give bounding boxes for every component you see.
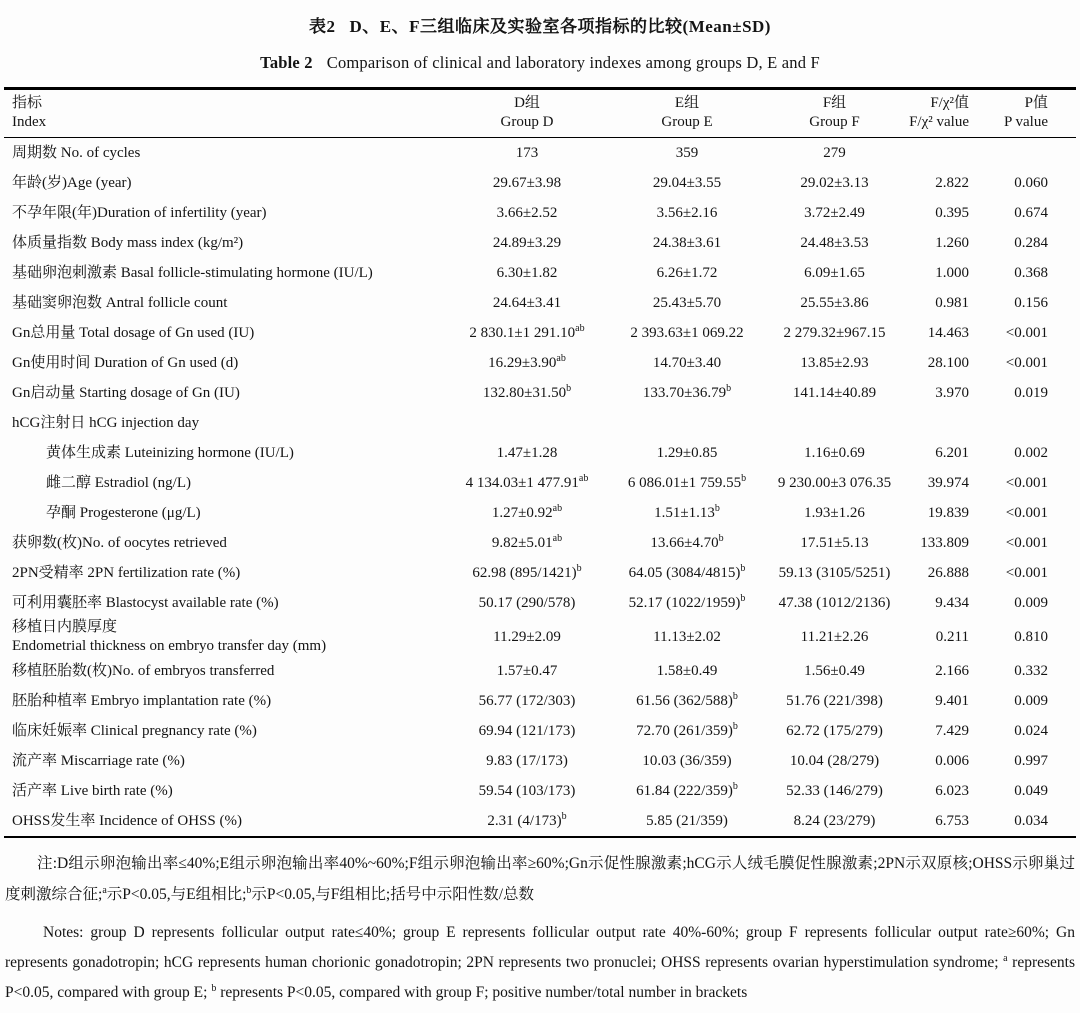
- table-title-zh: [0, 0, 1080, 37]
- cell-group-d: 1.57±0.47: [496, 662, 558, 679]
- cell-group-d: 16.29±3.90$^{ab}$: [488, 352, 566, 371]
- row-label: [4, 746, 442, 776]
- row-label: [4, 558, 442, 588]
- cell-group-f: 8.24 (23/279): [793, 812, 876, 829]
- table-title-zh-text: D、E、F三组临床及实验室各项指标的比较(Mean±SD): [349, 17, 771, 36]
- row-label-line1: OHSS发生率 Incidence of OHSS (%): [12, 812, 242, 829]
- cell-statistic: 26.888: [927, 564, 969, 581]
- row-label-line1: Gn使用时间 Duration of Gn used (d): [12, 354, 239, 371]
- row-label-line1: 流产率 Miscarriage rate (%): [12, 752, 185, 769]
- row-label: [4, 806, 442, 837]
- cell-p-value: [971, 408, 1076, 438]
- cell-group-f: 25.55±3.86: [800, 294, 869, 311]
- cell-p-value: 0.009: [1014, 594, 1048, 611]
- cell-statistic: 133.809: [920, 534, 969, 551]
- table-row: [4, 498, 1076, 528]
- cell-group-e: 2 393.63±1 069.22: [630, 324, 744, 341]
- table-row: [4, 468, 1076, 498]
- cell-group-d: [442, 408, 612, 438]
- table-row: [4, 288, 1076, 318]
- header-index: [4, 89, 442, 138]
- cell-p-value: 0.810: [1014, 628, 1048, 645]
- row-label: [4, 656, 442, 686]
- cell-group-e: [612, 408, 762, 438]
- cell-p-value: 0.674: [1014, 204, 1048, 221]
- cell-p-value: <0.001: [1005, 324, 1048, 341]
- cell-group-e: 13.66±4.70$^b$: [650, 532, 724, 551]
- table-row: [4, 228, 1076, 258]
- cell-group-d: 2.31 $(4/173)^b$: [487, 810, 567, 829]
- cell-group-f: 9 230.00±3 076.35: [777, 474, 892, 491]
- row-label-line1: 2PN受精率 2PN fertilization rate (%): [12, 564, 241, 581]
- cell-group-d: 24.89±3.29: [492, 234, 562, 251]
- cell-group-f: 24.48±3.53: [800, 234, 869, 251]
- row-label-line1: 基础卵泡刺激素 Basal follicle-stimulating hormone (IU/L): [12, 264, 373, 281]
- row-label: [4, 588, 442, 618]
- row-label-line1: Gn启动量 Starting dosage of Gn (IU): [12, 384, 240, 401]
- cell-group-d: 62.98 $(895/1421)^b$: [472, 562, 582, 581]
- row-label: [4, 618, 442, 656]
- cell-p-value: <0.001: [1005, 354, 1048, 371]
- cell-p-value: 0.002: [1014, 444, 1048, 461]
- table-header: [4, 89, 1076, 138]
- cell-p-value: 0.049: [1014, 782, 1048, 799]
- row-label: [4, 776, 442, 806]
- cell-group-d: 11.29±2.09: [493, 628, 561, 645]
- cell-group-e: 6 086.01±1 759.55$^b$: [627, 472, 747, 491]
- row-label: [4, 408, 442, 438]
- comparison-table: [4, 87, 1076, 838]
- cell-p-value: 0.019: [1014, 384, 1048, 401]
- cell-statistic: 2.822: [935, 174, 969, 191]
- cell-group-d: 6.30±1.82: [496, 264, 558, 281]
- row-label-line1: 可利用囊胚率 Blastocyst available rate (%): [12, 594, 279, 611]
- cell-p-value: 0.284: [1014, 234, 1048, 251]
- cell-group-d: 1.27±0.92$^{ab}$: [491, 502, 563, 521]
- row-label-line1: 孕酮 Progesterone (μg/L): [46, 504, 201, 521]
- row-label-line1: 临床妊娠率 Clinical pregnancy rate (%): [12, 722, 257, 739]
- cell-statistic: 0.006: [935, 752, 969, 769]
- header-group-e-en: Group E: [661, 114, 713, 130]
- cell-group-f: 2 279.32±967.15: [783, 324, 886, 341]
- header-statistic-en: F/χ² value: [909, 114, 969, 130]
- cell-group-d: 1.47±1.28: [496, 444, 558, 461]
- cell-group-e: 1.29±0.85: [656, 444, 718, 461]
- table-row: [4, 776, 1076, 806]
- cell-group-d: 24.64±3.41: [492, 294, 562, 311]
- row-label: [4, 138, 442, 169]
- table-row: [4, 258, 1076, 288]
- cell-group-f: 141.14±40.89: [792, 384, 877, 401]
- cell-statistic: 0.395: [935, 204, 969, 221]
- table-body: [4, 138, 1076, 838]
- table-row: [4, 168, 1076, 198]
- header-row: [4, 89, 1076, 138]
- header-group-d-en: Group D: [500, 114, 554, 130]
- cell-group-d: 59.54 (103/173): [478, 782, 576, 799]
- row-label-line1: 体质量指数 Body mass index (kg/m²): [12, 234, 244, 251]
- cell-group-f: 279: [823, 144, 846, 161]
- cell-statistic: 1.260: [935, 234, 969, 251]
- header-statistic: [907, 89, 971, 138]
- table-row: [4, 198, 1076, 228]
- cell-p-value: 0.009: [1014, 692, 1048, 709]
- cell-statistic: 2.166: [935, 662, 969, 679]
- cell-p-value: <0.001: [1005, 564, 1048, 581]
- row-label: [4, 716, 442, 746]
- row-label: [4, 348, 442, 378]
- row-label-line2: Endometrial thickness on embryo transfer day (mm): [12, 638, 327, 654]
- cell-group-e: 359: [675, 144, 699, 161]
- cell-group-d: 9.82±5.01$^{ab}$: [491, 532, 563, 551]
- cell-group-e: 3.56±2.16: [656, 204, 718, 221]
- cell-group-f: 47.38 (1012/2136): [778, 594, 891, 611]
- cell-group-d: 9.83 (17/173): [486, 752, 568, 769]
- table-row: [4, 746, 1076, 776]
- cell-group-e: 10.03 (36/359): [642, 752, 732, 769]
- header-index-zh: 指标: [12, 95, 43, 111]
- cell-statistic: 19.839: [927, 504, 969, 521]
- cell-statistic: 0.211: [935, 628, 969, 645]
- cell-group-d: 69.94 (121/173): [478, 722, 576, 739]
- cell-group-f: 51.76 (221/398): [786, 692, 883, 709]
- cell-statistic: 9.434: [935, 594, 969, 611]
- cell-group-f: 52.33 (146/279): [786, 782, 883, 799]
- row-label: [4, 318, 442, 348]
- cell-group-e: 52.17 $(1022/1959)^b$: [628, 592, 746, 611]
- header-statistic-zh: F/χ²值: [930, 95, 969, 111]
- row-label: [4, 228, 442, 258]
- table-row: [4, 806, 1076, 837]
- row-label-line1: hCG注射日 hCG injection day: [12, 414, 200, 431]
- cell-group-f: 59.13 (3105/5251): [778, 564, 891, 581]
- table-row: [4, 378, 1076, 408]
- cell-group-e: 61.56 $(362/588)^b$: [636, 690, 738, 709]
- cell-group-f: [762, 408, 907, 438]
- note-zh: 注:D组示卵泡输出率≤40%;E组示卵泡输出率40%~60%;F组示卵泡输出率≥60%;Gn示促性腺激素;hCG示人绒毛膜促性腺激素;2PN示双原核;OHSS示卵巢过度刺激综合征;$^a$示P<0.05,与E组相比;$^b$示P<0.05,与F组相比;括号中示阳性数/总数: [5, 855, 1075, 903]
- table-row: [4, 348, 1076, 378]
- cell-statistic: 0.981: [935, 294, 969, 311]
- table-row: [4, 438, 1076, 468]
- row-label-line1: 胚胎种植率 Embryo implantation rate (%): [12, 692, 272, 709]
- cell-group-f: 10.04 (28/279): [789, 752, 880, 769]
- row-label-line1: 周期数 No. of cycles: [12, 144, 141, 161]
- cell-p-value: 0.024: [1014, 722, 1048, 739]
- cell-group-e: 133.70±36.79$^b$: [642, 382, 732, 401]
- cell-statistic: 9.401: [935, 692, 969, 709]
- row-label-line1: 基础窦卵泡数 Antral follicle count: [12, 294, 228, 311]
- cell-p-value: [971, 138, 1076, 169]
- cell-group-d: 173: [515, 144, 539, 161]
- cell-group-d: 132.80±31.50$^b$: [482, 382, 572, 401]
- header-p-value: [971, 89, 1076, 138]
- cell-statistic: 7.429: [935, 722, 969, 739]
- row-label-line1: 活产率 Live birth rate (%): [12, 782, 173, 799]
- cell-group-e: 25.43±5.70: [652, 294, 722, 311]
- cell-p-value: 0.060: [1014, 174, 1048, 191]
- row-label: [4, 686, 442, 716]
- table-row: [4, 408, 1076, 438]
- cell-group-d: 56.77 (172/303): [478, 692, 576, 709]
- cell-p-value: 0.332: [1014, 662, 1048, 679]
- row-label: [4, 288, 442, 318]
- header-group-f-en: Group F: [809, 114, 860, 130]
- cell-group-f: 1.16±0.69: [804, 444, 865, 461]
- cell-group-d: 50.17 (290/578): [478, 594, 576, 611]
- header-group-e-zh: E组: [674, 95, 700, 111]
- table-title-en-text: Comparison of clinical and laboratory indexes among groups D, E and F: [326, 53, 820, 72]
- cell-p-value: <0.001: [1005, 474, 1048, 491]
- cell-group-f: 3.72±2.49: [804, 204, 865, 221]
- row-label-line1: 获卵数(枚)No. of oocytes retrieved: [12, 534, 227, 551]
- cell-statistic: 6.023: [935, 782, 969, 799]
- cell-group-d: 2 830.1±1 291.10$^{ab}$: [469, 322, 585, 341]
- cell-group-e: 5.85 (21/359): [646, 812, 728, 829]
- cell-statistic: [907, 408, 971, 438]
- cell-group-e: 61.84 $(222/359)^b$: [636, 780, 738, 799]
- cell-group-e: 72.70 $(261/359)^b$: [636, 720, 738, 739]
- cell-statistic: 28.100: [927, 354, 969, 371]
- row-label-line1: 年龄(岁)Age (year): [12, 174, 132, 191]
- table-title-en: [0, 53, 1080, 73]
- cell-group-d: 3.66±2.52: [496, 204, 558, 221]
- header-p-value-zh: P值: [1024, 95, 1048, 111]
- cell-group-e: 1.58±0.49: [656, 662, 718, 679]
- cell-group-f: 13.85±2.93: [800, 354, 869, 371]
- cell-p-value: 0.156: [1014, 294, 1048, 311]
- table-title-zh-label: 表2: [309, 17, 336, 36]
- row-label-line1: 雌二醇 Estradiol (ng/L): [46, 474, 191, 491]
- header-p-value-en: P value: [1003, 114, 1048, 130]
- cell-group-f: 1.93±1.26: [804, 504, 865, 521]
- table-row: [4, 138, 1076, 169]
- cell-group-e: 64.05 $(3084/4815)^b$: [628, 562, 746, 581]
- cell-p-value: 0.368: [1014, 264, 1048, 281]
- cell-statistic: 14.463: [927, 324, 969, 341]
- table-row: [4, 686, 1076, 716]
- cell-p-value: 0.997: [1014, 752, 1048, 769]
- row-label: [4, 198, 442, 228]
- cell-group-e: 6.26±1.72: [656, 264, 718, 281]
- cell-group-f: 1.56±0.49: [804, 662, 865, 679]
- cell-p-value: <0.001: [1005, 504, 1048, 521]
- cell-group-d: 29.67±3.98: [492, 174, 562, 191]
- header-group-d-zh: D组: [514, 95, 540, 111]
- cell-group-e: 11.13±2.02: [653, 628, 721, 645]
- cell-group-d: 4 134.03±1 477.91$^{ab}$: [465, 472, 589, 491]
- cell-group-e: 14.70±3.40: [652, 354, 722, 371]
- table-row: [4, 318, 1076, 348]
- row-label: [4, 498, 442, 528]
- header-group-e: [612, 89, 762, 138]
- header-group-f-zh: F组: [822, 95, 847, 111]
- cell-group-f: 11.21±2.26: [800, 628, 869, 645]
- header-group-f: [762, 89, 907, 138]
- row-label: [4, 168, 442, 198]
- cell-p-value: 0.034: [1014, 812, 1048, 829]
- cell-group-e: 24.38±3.61: [652, 234, 722, 251]
- table-row: [4, 618, 1076, 656]
- table-row: [4, 558, 1076, 588]
- cell-group-e: 1.51±1.13$^b$: [654, 502, 720, 521]
- cell-statistic: 39.974: [927, 474, 969, 491]
- cell-statistic: 1.000: [935, 264, 969, 281]
- row-label-line1: Gn总用量 Total dosage of Gn used (IU): [12, 324, 255, 341]
- cell-group-f: 29.02±3.13: [800, 174, 869, 191]
- cell-statistic: 6.753: [935, 812, 969, 829]
- row-label-line1: 移植日内膜厚度: [12, 619, 118, 635]
- cell-p-value: <0.001: [1005, 534, 1048, 551]
- row-label: [4, 258, 442, 288]
- table-title-en-label: Table 2: [260, 53, 313, 72]
- table-row: [4, 656, 1076, 686]
- row-label: [4, 378, 442, 408]
- table-row: [4, 588, 1076, 618]
- header-index-en: Index: [12, 114, 47, 130]
- table-notes: [5, 848, 1075, 1008]
- row-label: [4, 468, 442, 498]
- cell-statistic: [907, 138, 971, 169]
- note-en: Notes: group D represents follicular output rate≤40%; group E represents follicular output rate 40%-60%; group F represents follicular output rate≥60%; Gn represents gonadotropin; hCG represents human chorionic gonadotropin; 2PN represents two pronuclei; OHSS represents ovarian hyperstimulation syndrome; $^a$ represents P<0.05, compared with group E; $^b$ represents P<0.05, compared with group F; positive number/total number in brackets: [5, 924, 1075, 1001]
- cell-statistic: 6.201: [935, 444, 969, 461]
- table-row: [4, 716, 1076, 746]
- cell-group-f: 62.72 (175/279): [786, 722, 883, 739]
- row-label-line1: 移植胚胎数(枚)No. of embryos transferred: [12, 662, 275, 679]
- cell-group-e: 29.04±3.55: [652, 174, 722, 191]
- row-label: [4, 438, 442, 468]
- row-label: [4, 528, 442, 558]
- cell-statistic: 3.970: [935, 384, 969, 401]
- row-label-line1: 黄体生成素 Luteinizing hormone (IU/L): [46, 444, 294, 461]
- header-group-d: [442, 89, 612, 138]
- row-label-line1: 不孕年限(年)Duration of infertility (year): [12, 204, 267, 221]
- cell-group-f: 6.09±1.65: [804, 264, 865, 281]
- table-row: [4, 528, 1076, 558]
- cell-group-f: 17.51±5.13: [800, 534, 869, 551]
